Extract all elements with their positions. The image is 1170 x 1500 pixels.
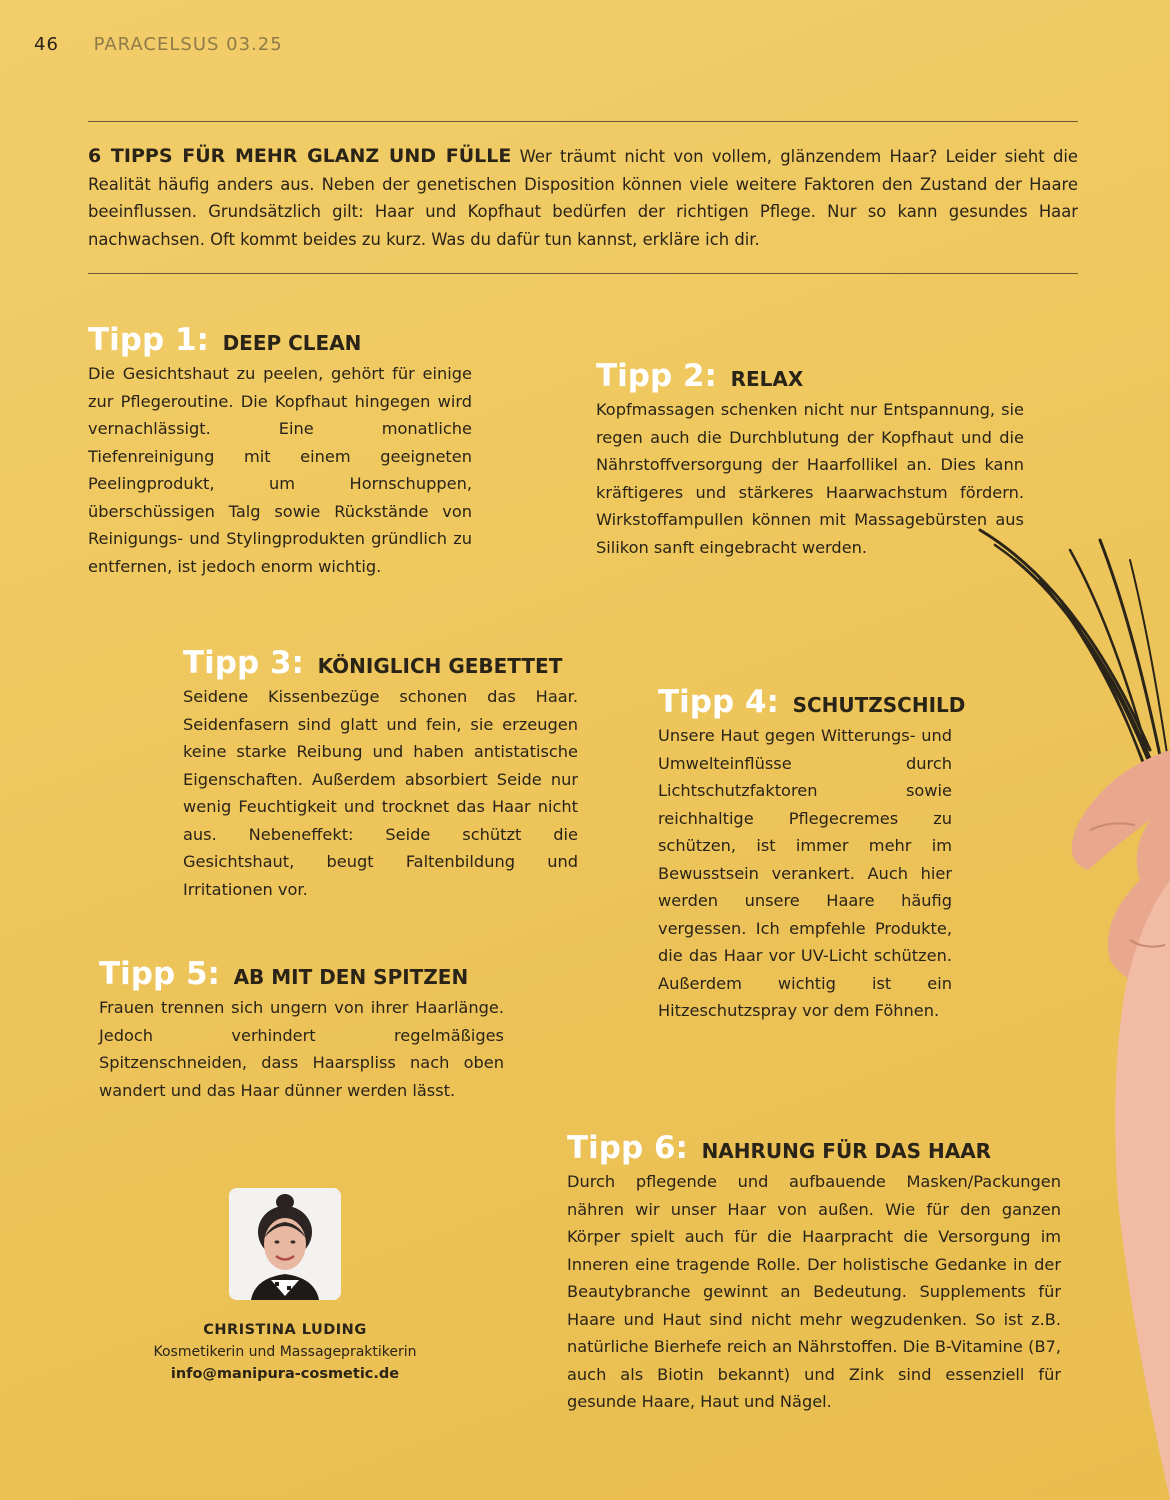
tip-3-label: Tipp 3: [183, 645, 304, 681]
tip-2-label: Tipp 2: [596, 358, 717, 394]
tip-5-text: Frauen trennen sich ungern von ihrer Haarlänge. Jedoch verhindert regelmäßiges Spitzenschneiden, dass Haarspliss nach oben wandert und das Haar dünner werden lässt. [99, 998, 504, 1100]
author-box [150, 1188, 420, 1382]
tip-5-label: Tipp 5: [99, 956, 220, 992]
intro-divider [88, 273, 1078, 274]
tip-1-label: Tipp 1: [88, 322, 209, 358]
tip-6-text: Durch pflegende und aufbauende Masken/Packungen nähren wir unser Haar von außen. Wie für den ganzen Körper spielt auch für die Haarpracht die Versorgung im Inneren eine tragende Rolle. Der holistische Gedanke in der Beautybranche gewinnt an Bedeutung. Supplements für Haare und Haut sind nicht mehr wegzudenken. So ist z.B. natürliche Bierhefe reich an Nährstoffen. Die B-Vitamine (B7, auch als Biotin bekannt) und Zink sind essenziell für gesunde Haare, Haut und Nägel. [567, 1172, 1061, 1411]
tip-4-heading [658, 684, 966, 720]
tip-3-heading [183, 645, 578, 681]
tip-3 [183, 645, 578, 903]
tip-4-text: Unsere Haut gegen Witterungs- und Umwelteinflüsse durch Lichtschutzfaktoren sowie reichhaltige Pflegecremes zu schützen, ist immer mehr im Bewusstsein verankert. Auch hier werden unsere Haare häufig vergessen. Ich empfehle Produkte, die das Haar vor UV-Licht schützen. Außerdem wichtig ist ein Hitzeschutzspray vor dem Föhnen. [658, 726, 952, 1020]
tip-1-heading [88, 322, 472, 358]
author-email: info@manipura-cosmetic.de [170, 1366, 400, 1382]
tip-1 [88, 322, 472, 580]
tip-2-text: Kopfmassagen schenken nicht nur Entspannung, sie regen auch die Durchblutung der Kopfhaut und die Nährstoffversorgung der Haarfollikel an. Dies kann kräftigeres und stärkeres Haarwachstum fördern. Wirkstoffampullen können mit Massagebürsten aus Silikon sanft eingebracht werden. [596, 400, 1024, 557]
top-divider [88, 121, 1078, 122]
page-header [34, 34, 283, 55]
tip-1-text: Die Gesichtshaut zu peelen, gehört für einige zur Pflegeroutine. Die Kopfhaut hingegen wird vernachlässigt. Eine monatliche Tiefenreinigung mit einem geeigneten Peelingprodukt, um Hornschuppen, überschüssigen Talg sowie Rückstände von Reinigungs- und Stylingprodukten gründlich zu entfernen, ist jedoch enorm wichtig. [88, 364, 472, 576]
tip-4-title: SCHUTZSCHILD [792, 693, 966, 717]
author-name: CHRISTINA LUDING [203, 1322, 367, 1338]
intro-paragraph [88, 143, 1078, 253]
magazine-issue: PARACELSUS 03.25 [93, 34, 283, 55]
tip-5-heading [99, 956, 504, 992]
tip-6-title: NAHRUNG FÜR DAS HAAR [701, 1139, 992, 1163]
intro-text: Wer träumt nicht von vollem, glänzendem Haar? Leider sieht die Realität häufig anders aus. Neben der genetischen Disposition können viele weitere Faktoren den Zustand der Haare beeinflussen. Grundsätzlich gilt: Haar und Kopfhaut bedürfen der richtigen Pflege. Nur so kann gesundes Haar nachwachsen. Oft kommt beides zu kurz. Was du dafür tun kannst, erkläre ich dir. [88, 147, 1078, 249]
tip-2-title: RELAX [730, 367, 804, 391]
page-number: 46 [34, 34, 59, 55]
tip-3-title: KÖNIGLICH GEBETTET [317, 654, 563, 678]
tip-6-label: Tipp 6: [567, 1130, 688, 1166]
tip-3-text: Seidene Kissenbezüge schonen das Haar. Seidenfasern sind glatt und fein, sie erzeugen keine starke Reibung und haben antistatische Eigenschaften. Außerdem absorbiert Seide nur wenig Feuchtigkeit und trocknet das Haar nicht aus. Nebeneffekt: Seide schützt die Gesichtshaut, beugt Faltenbildung und Irritationen vor. [183, 687, 578, 899]
tip-5 [99, 956, 504, 1104]
tip-1-title: DEEP CLEAN [222, 331, 362, 355]
tip-2-heading [596, 358, 1024, 394]
author-photo [229, 1188, 341, 1300]
tip-4 [658, 684, 966, 1025]
tip-4-label: Tipp 4: [658, 684, 779, 720]
author-role: Kosmetikerin und Massagepraktikerin [153, 1344, 417, 1360]
tip-5-title: AB MIT DEN SPITZEN [233, 965, 469, 989]
hand-holding-hair-image [960, 520, 1170, 1500]
intro-heading: 6 TIPPS FÜR MEHR GLANZ UND FÜLLE [88, 145, 512, 167]
